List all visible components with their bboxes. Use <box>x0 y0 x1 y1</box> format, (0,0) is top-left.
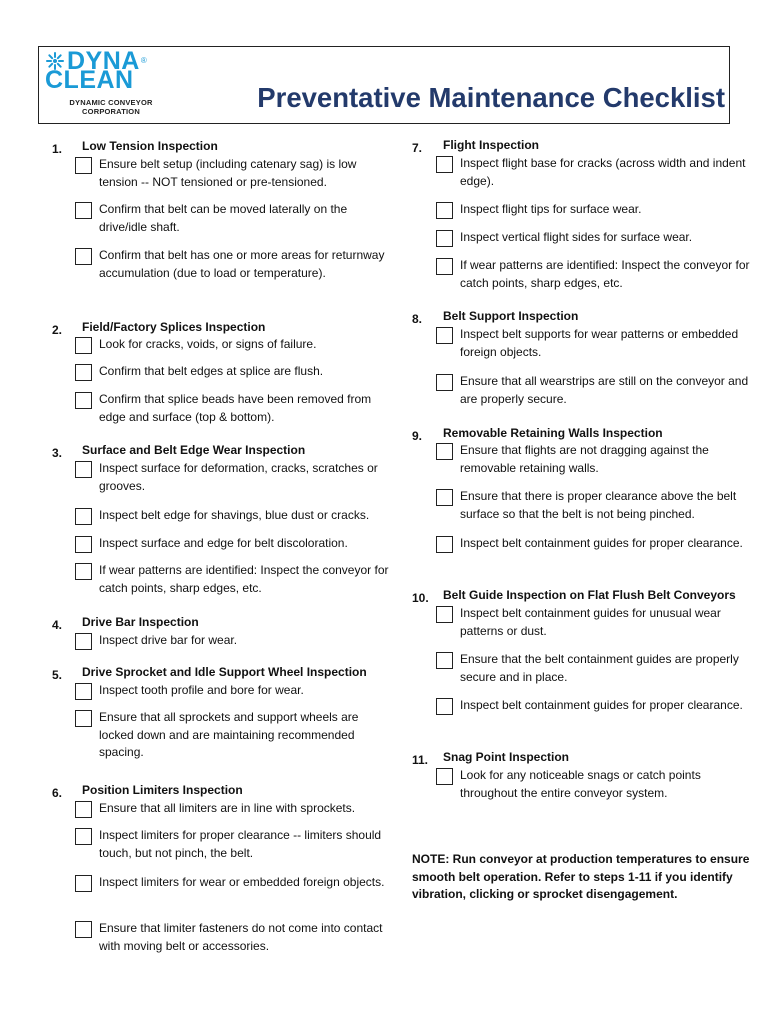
note-text: NOTE: Run conveyor at production temperatures to ensure smooth belt operation. Refer to steps 1-11 if you identify vibration, clicking or sprocket disengagement. <box>412 852 750 901</box>
section-number: 6. <box>52 786 63 800</box>
checklist-checkbox[interactable] <box>436 443 453 460</box>
checklist-item-text: Ensure that there is proper clearance above the belt surface so that the belt is not being pinched. <box>460 489 737 521</box>
section-number: 5. <box>52 668 63 682</box>
checklist-checkbox[interactable] <box>75 875 92 892</box>
checklist-checkbox[interactable] <box>436 156 453 173</box>
checklist-item-text: Inspect belt containment guides for proper clearance. <box>460 698 743 712</box>
section-number: 7. <box>412 141 423 155</box>
checklist-checkbox[interactable] <box>436 374 453 391</box>
checklist-item-text: Confirm that belt has one or more areas for returnway accumulation (due to load or temperature). <box>99 248 385 280</box>
checklist-checkbox[interactable] <box>75 392 92 409</box>
checklist-item-text: Ensure that flights are not dragging against the removable retaining walls. <box>460 443 709 475</box>
checklist-item-text: Inspect drive bar for wear. <box>99 633 238 647</box>
checklist-checkbox[interactable] <box>75 461 92 478</box>
checklist-checkbox[interactable] <box>75 508 92 525</box>
logo-brand-line1: DYNA <box>67 47 140 75</box>
section-number: 11. <box>412 753 429 767</box>
registered-mark: ® <box>140 56 147 65</box>
checklist-item-text: Ensure that all wearstrips are still on the conveyor and are properly secure. <box>460 374 749 406</box>
section-title: Drive Sprocket and Idle Support Wheel Inspection <box>82 665 367 679</box>
checklist-item-text: If wear patterns are identified: Inspect the conveyor for catch points, sharp edges, etc. <box>99 563 389 595</box>
checklist-item-text: Look for any noticeable snags or catch points throughout the entire conveyor system. <box>460 768 701 800</box>
checklist-item-text: Inspect surface and edge for belt discoloration. <box>99 536 348 550</box>
checklist-item-text: Ensure that limiter fasteners do not come into contact with moving belt or accessories. <box>99 921 383 953</box>
checklist-item-text: Confirm that belt can be moved laterally on the drive/idle shaft. <box>99 202 348 234</box>
section-title: Surface and Belt Edge Wear Inspection <box>82 443 306 457</box>
page-title: Preventative Maintenance Checklist <box>257 82 725 113</box>
checklist-checkbox[interactable] <box>75 364 92 381</box>
section-title: Snag Point Inspection <box>443 750 570 764</box>
checklist-checkbox[interactable] <box>75 536 92 553</box>
section-number: 10. <box>412 591 429 605</box>
checklist-item-text: Inspect belt supports for wear patterns or embedded foreign objects. <box>460 327 739 359</box>
logo-brand-line2: CLEAN <box>45 66 134 94</box>
checklist-item-text: Inspect flight tips for surface wear. <box>460 202 642 216</box>
section-title: Removable Retaining Walls Inspection <box>443 426 663 440</box>
checklist-checkbox[interactable] <box>436 698 453 715</box>
checklist-item-text: Inspect vertical flight sides for surface wear. <box>460 230 693 244</box>
checklist-item-text: Inspect tooth profile and bore for wear. <box>99 683 304 697</box>
checklist-checkbox[interactable] <box>436 652 453 669</box>
section-title: Flight Inspection <box>443 138 539 152</box>
section-title: Belt Support Inspection <box>443 309 579 323</box>
checklist-item-text: Inspect belt containment guides for proper clearance. <box>460 536 743 550</box>
section-title: Position Limiters Inspection <box>82 783 243 797</box>
section-number: 1. <box>52 142 63 156</box>
checklist-checkbox[interactable] <box>436 606 453 623</box>
dynaclean-logo <box>45 47 220 120</box>
logo-tagline <box>51 98 171 116</box>
checklist-item-text: Inspect limiters for proper clearance -- limiters should touch, but not pinch, the belt. <box>99 828 382 860</box>
checklist-item-text: Look for cracks, voids, or signs of failure. <box>99 337 317 351</box>
section-number: 3. <box>52 446 63 460</box>
checklist-checkbox[interactable] <box>436 230 453 247</box>
section-number: 2. <box>52 323 63 337</box>
checklist-checkbox[interactable] <box>436 202 453 219</box>
checklist-item-text: Inspect limiters for wear or embedded foreign objects. <box>99 875 385 889</box>
checklist-checkbox[interactable] <box>75 710 92 727</box>
section-number: 4. <box>52 618 63 632</box>
checklist-checkbox[interactable] <box>75 157 92 174</box>
checklist-item-text: Ensure belt setup (including catenary sag) is low tension -- NOT tensioned or pre-tensioned. <box>99 157 357 189</box>
checklist-item-text: If wear patterns are identified: Inspect the conveyor for catch points, sharp edges, etc. <box>460 258 750 290</box>
section-title: Low Tension Inspection <box>82 139 218 153</box>
section-title: Field/Factory Splices Inspection <box>82 320 266 334</box>
checklist-checkbox[interactable] <box>436 489 453 506</box>
checklist-item-text: Confirm that belt edges at splice are flush. <box>99 364 324 378</box>
section-number: 8. <box>412 312 423 326</box>
checklist-item-text: Inspect flight base for cracks (across width and indent edge). <box>460 156 746 188</box>
checklist-checkbox[interactable] <box>75 633 92 650</box>
checklist-checkbox[interactable] <box>75 683 92 700</box>
checklist-checkbox[interactable] <box>436 258 453 275</box>
checklist-checkbox[interactable] <box>75 202 92 219</box>
section-title: Belt Guide Inspection on Flat Flush Belt Conveyors <box>443 588 736 602</box>
checklist-item-text: Confirm that splice beads have been removed from edge and surface (top & bottom). <box>99 392 372 424</box>
checklist-item-text: Inspect surface for deformation, cracks, scratches or grooves. <box>99 461 378 493</box>
section-number: 9. <box>412 429 423 443</box>
checklist-checkbox[interactable] <box>436 768 453 785</box>
checklist-checkbox[interactable] <box>75 248 92 265</box>
checklist-item-text: Ensure that all limiters are in line with sprockets. <box>99 801 356 815</box>
document-header <box>38 46 730 124</box>
logo-tagline-line1: DYNAMIC CONVEYOR <box>69 98 153 107</box>
checklist-checkbox[interactable] <box>75 563 92 580</box>
checklist-checkbox[interactable] <box>436 327 453 344</box>
checklist-item-text: Ensure that all sprockets and support wheels are locked down and are maintaining recommended spacing. <box>99 710 359 759</box>
checklist-checkbox[interactable] <box>75 921 92 938</box>
checklist-checkbox[interactable] <box>75 801 92 818</box>
checklist-checkbox[interactable] <box>436 536 453 553</box>
checklist-item-text: Ensure that the belt containment guides are properly secure and in place. <box>460 652 739 684</box>
checklist-checkbox[interactable] <box>75 337 92 354</box>
checklist-item-text: Inspect belt containment guides for unusual wear patterns or dust. <box>460 606 721 638</box>
checklist-checkbox[interactable] <box>75 828 92 845</box>
logo-tagline-line2: CORPORATION <box>82 107 140 116</box>
checklist-item-text: Inspect belt edge for shavings, blue dust or cracks. <box>99 508 370 522</box>
section-title: Drive Bar Inspection <box>82 615 199 629</box>
